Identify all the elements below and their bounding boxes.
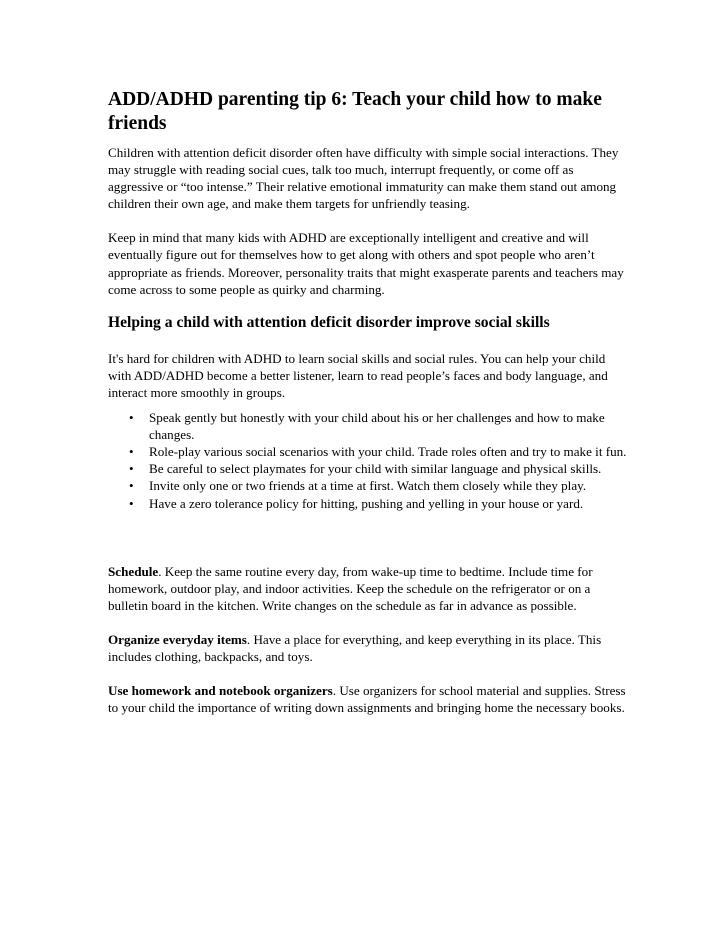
list-item	[108, 460, 628, 477]
paragraph-social-skills: It's hard for children with ADHD to learn social skills and social rules. You can help your child with ADD/ADHD become a better listener, learn to read people’s faces and body language, and interact more smoothly in groups.	[108, 350, 608, 400]
homework-text: . Use organizers for school material and supplies. Stress to your child the importance of writing down assignments and bringing home the necessary books.	[108, 683, 626, 716]
list-item-text: Be careful to select playmates for your child with similar language and physical skills.	[149, 461, 602, 477]
paragraph-organize	[108, 631, 628, 665]
list-item	[108, 409, 628, 443]
bullet-icon: •	[129, 410, 134, 426]
bullet-icon: •	[129, 461, 134, 477]
paragraph-intro: Children with attention deficit disorder often have difficulty with simple social interactions. They may struggle with reading social cues, talk too much, interrupt frequently, or come off as aggressive or “too intense.” Their relative emotional immaturity can make them stand out among children their own age, and make them targets for unfriendly teasing.	[108, 145, 619, 212]
homework-label: Use homework and notebook organizers	[108, 683, 333, 699]
paragraph-schedule	[108, 563, 628, 614]
list-item	[108, 495, 628, 512]
bullet-icon: •	[129, 444, 134, 460]
list-item-text: Have a zero tolerance policy for hitting, pushing and yelling in your house or yard.	[149, 495, 584, 511]
list-item-text: Invite only one or two friends at a time at first. Watch them closely while they play.	[149, 478, 587, 494]
schedule-text: . Keep the same routine every day, from wake-up time to bedtime. Include time for homework, outdoor play, and indoor activities. Keep the schedule on the refrigerator or on a bulletin board in the kitchen. Write changes on the schedule as far in advance as possible.	[108, 563, 593, 613]
section-heading: Helping a child with attention deficit disorder improve social skills	[108, 313, 550, 331]
paragraph-homework	[108, 682, 628, 716]
list-item	[108, 443, 628, 460]
page-title: ADD/ADHD parenting tip 6: Teach your child how to make friends	[108, 89, 602, 134]
schedule-label: Schedule	[108, 563, 159, 579]
organize-label: Organize everyday items	[108, 631, 247, 647]
paragraph-keep-in-mind: Keep in mind that many kids with ADHD are exceptionally intelligent and creative and will eventually figure out for themselves how to get along with others and spot people who aren’t appropriate as friends. Moreover, personality traits that might exasperate parents and teachers may come across to some people as quirky and charming.	[108, 230, 624, 297]
organize-text: . Have a place for everything, and keep everything in its place. This includes clothing, backpacks, and toys.	[108, 631, 602, 664]
list-item	[108, 477, 628, 494]
tips-list	[108, 409, 628, 512]
list-item-text: Role-play various social scenarios with your child. Trade roles often and try to make it fun.	[149, 444, 627, 460]
document-page	[108, 88, 628, 716]
list-item-text: Speak gently but honestly with your child about his or her challenges and how to make changes.	[149, 410, 605, 443]
bullet-icon: •	[129, 495, 134, 511]
bullet-icon: •	[129, 478, 134, 494]
